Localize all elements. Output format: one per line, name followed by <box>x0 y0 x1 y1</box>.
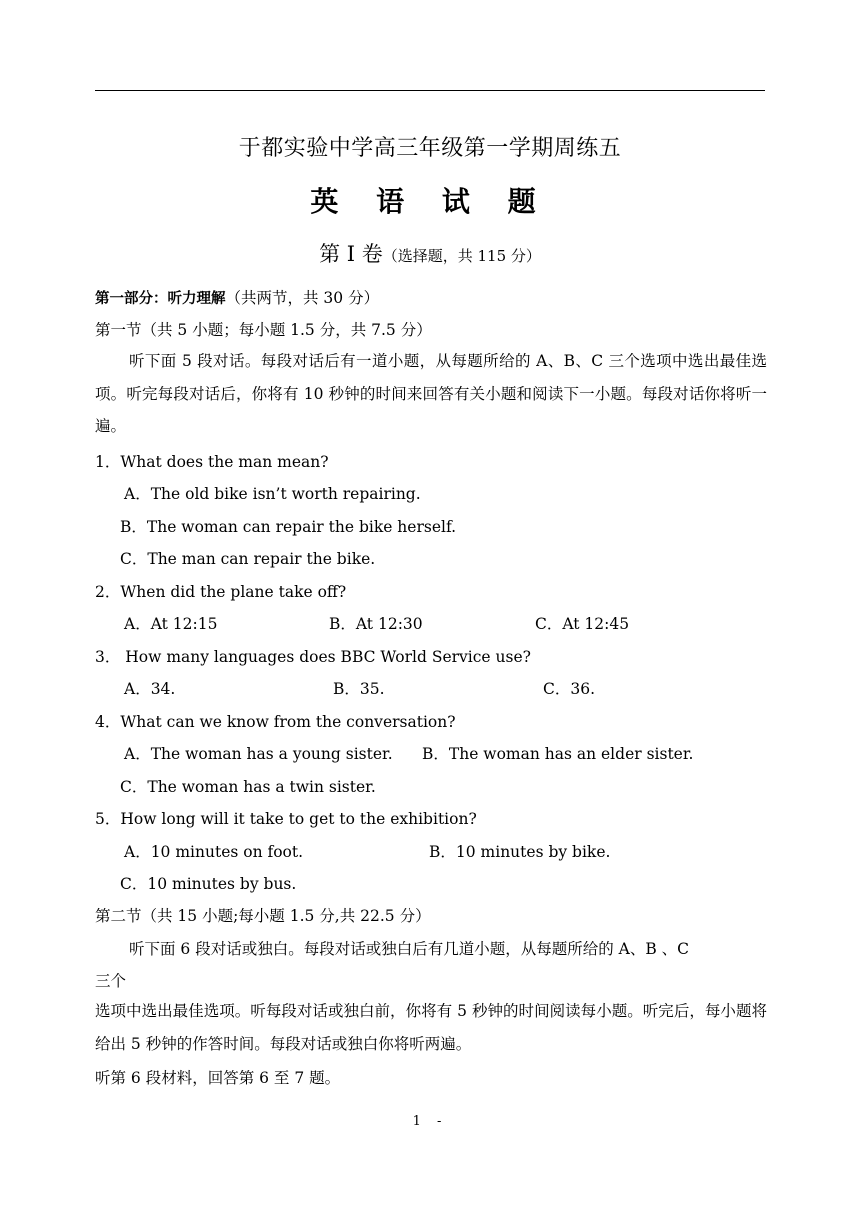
part1-heading-note: （共两节，共 30 分） <box>225 289 380 307</box>
question-stem: 5．How long will it take to get to the exhibition? <box>95 810 477 828</box>
school-title: 于都实验中学高三年级第一学期周练五 <box>238 136 622 161</box>
volume-note: （选择题，共 115 分） <box>382 247 541 265</box>
question-option: C．At 12:45 <box>535 615 630 633</box>
section2-heading: 第二节（共 15 小题;每小题 1.5 分,共 22.5 分） <box>95 907 431 925</box>
volume-title <box>0 238 860 268</box>
question-option: A．At 12:15 <box>124 615 218 633</box>
question-option: A．The old bike isn’t worth repairing. <box>124 485 421 503</box>
question-option: B．10 minutes by bike. <box>429 843 611 861</box>
question-option: B．The woman has an elder sister. <box>422 745 694 763</box>
question-option: A．34. <box>124 680 176 698</box>
question-option: C．The woman has a twin sister. <box>120 778 376 796</box>
question-stem: 1．What does the man mean? <box>95 453 329 471</box>
question-stem: 3． How many languages does BBC World Service use? <box>95 648 531 666</box>
question-option: C．36. <box>543 680 596 698</box>
question-option: A．10 minutes on foot. <box>124 843 304 861</box>
question-stem: 4．What can we know from the conversation? <box>95 713 456 731</box>
section2-instructions-para: 选项中选出最佳选项。听每段对话或独白前，你将有 5 秒钟的时间阅读每小题。听完后，每小题将给出 5 秒钟的作答时间。每段对话或独白你将听两遍。 <box>95 1002 767 1053</box>
subject-title: 英 语 试 题 <box>310 185 550 218</box>
top-rule <box>95 90 765 91</box>
question-option: B．35. <box>333 680 385 698</box>
question-stem: 2．When did the plane take off? <box>95 583 347 601</box>
section1-heading: 第一节（共 5 小题；每小题 1.5 分，共 7.5 分） <box>95 321 432 339</box>
volume-main: 第 Ⅰ 卷 <box>319 242 383 266</box>
question-option: B．The woman can repair the bike herself. <box>120 518 457 536</box>
question-option: C．The man can repair the bike. <box>120 550 376 568</box>
question-option: C．10 minutes by bus. <box>120 875 297 893</box>
part1-heading-bold: 第一部分：听力理解 <box>95 291 226 307</box>
question-option: B．At 12:30 <box>329 615 423 633</box>
section2-instructions-line1: 听下面 6 段对话或独白。每段对话或独白后有几道小题，从每题所给的 A、B 、C <box>129 940 690 958</box>
question-option: A．The woman has a young sister. <box>124 745 393 763</box>
page-number: 1 - <box>412 1114 448 1129</box>
material-note: 听第 6 段材料，回答第 6 至 7 题。 <box>95 1069 341 1087</box>
section1-instructions: 听下面 5 段对话。每段对话后有一道小题，从每题所给的 A、B、C 三个选项中选出最佳选项。听完每段对话后，你将有 10 秒钟的时间来回答有关小题和阅读下一小题。每段对话你将听一遍。 <box>95 352 767 435</box>
section2-instructions-line2: 三个 <box>95 972 127 990</box>
part1-heading <box>95 286 379 308</box>
